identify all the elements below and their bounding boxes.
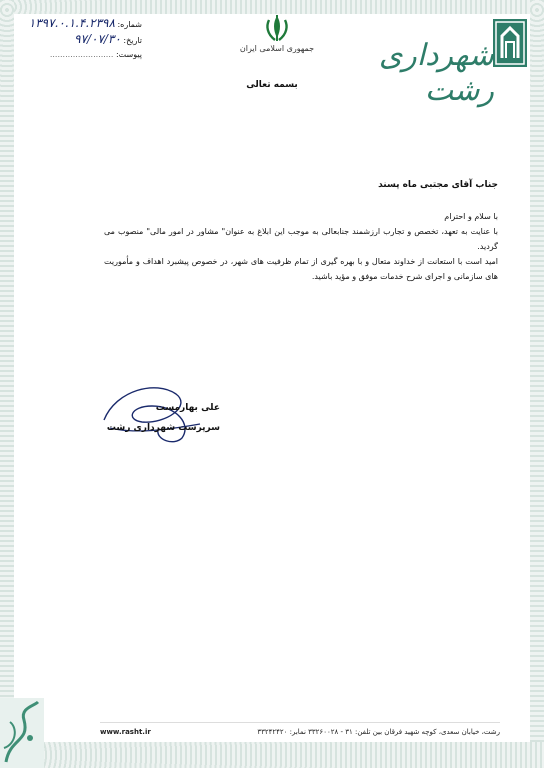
signatory-title: سرپرست شهرداری رشت	[106, 423, 220, 433]
decorative-border-right	[530, 0, 544, 768]
letter-attachment-row: پیوست: .........................	[49, 50, 142, 59]
footer-address: رشت، خیابان سعدی، کوچه شهید فرقان بین تلفن: ۳۱ - ۳۳۲۶۰۰۲۸ نمابر: ۳۳۲۴۲۴۲۰	[257, 728, 500, 736]
corner-ornament-icon	[0, 698, 44, 768]
letter-date-value: ۹۷/۰۷/۳۰	[74, 32, 121, 46]
letter-greeting: با سلام و احترام	[444, 212, 498, 221]
letter-number-row	[22, 16, 142, 32]
iran-emblem-icon	[264, 14, 290, 42]
letter-date-label: تاریخ:	[123, 36, 142, 45]
iran-emblem-block	[232, 14, 322, 53]
bismillah-heading: بسمه تعالی	[246, 80, 298, 90]
letter-body	[104, 178, 498, 284]
letter-paragraph-wishes: امید است با استعانت از خداوند متعال و با بهره گیری از تمام ظرفیت های شهر، در خصوص پیشبرد اهداف و مأموریت های سازمانی و اجرای شرح خدمات موفق و مؤید باشید.	[104, 257, 498, 281]
footer-website-link[interactable]: www.rasht.ir	[100, 728, 151, 736]
letter-footer	[100, 728, 500, 736]
municipality-logo-text: شهرداری رشت	[378, 38, 494, 108]
letter-reference-block	[22, 16, 142, 62]
decorative-border-bottom	[0, 742, 544, 768]
letter-addressee: جناب آقای مجتبی ماه پسند	[378, 180, 498, 190]
signature-block	[100, 398, 220, 438]
decorative-border-top	[0, 0, 544, 14]
rasht-municipality-logo-icon	[492, 18, 528, 68]
letter-paragraph-appointment: با عنایت به تعهد، تخصص و تجارب ارزشمند جنابعالی به موجب این ابلاغ به عنوان" مشاور در امور مالی" منصوب می گردید.	[104, 227, 498, 251]
letter-number-value: ۱۳۹۷.۰.۱.۴.۲۳۹۸	[28, 16, 115, 30]
decorative-border-left	[0, 0, 14, 768]
signatory-name: علی بهارمست	[155, 403, 220, 413]
footer-divider	[100, 722, 500, 723]
emblem-caption: جمهوری اسلامی ایران	[239, 44, 315, 53]
letter-attachment-label: پیوست:	[115, 50, 142, 59]
letter-date-row	[22, 32, 142, 48]
letter-number-label: شماره:	[117, 20, 142, 29]
